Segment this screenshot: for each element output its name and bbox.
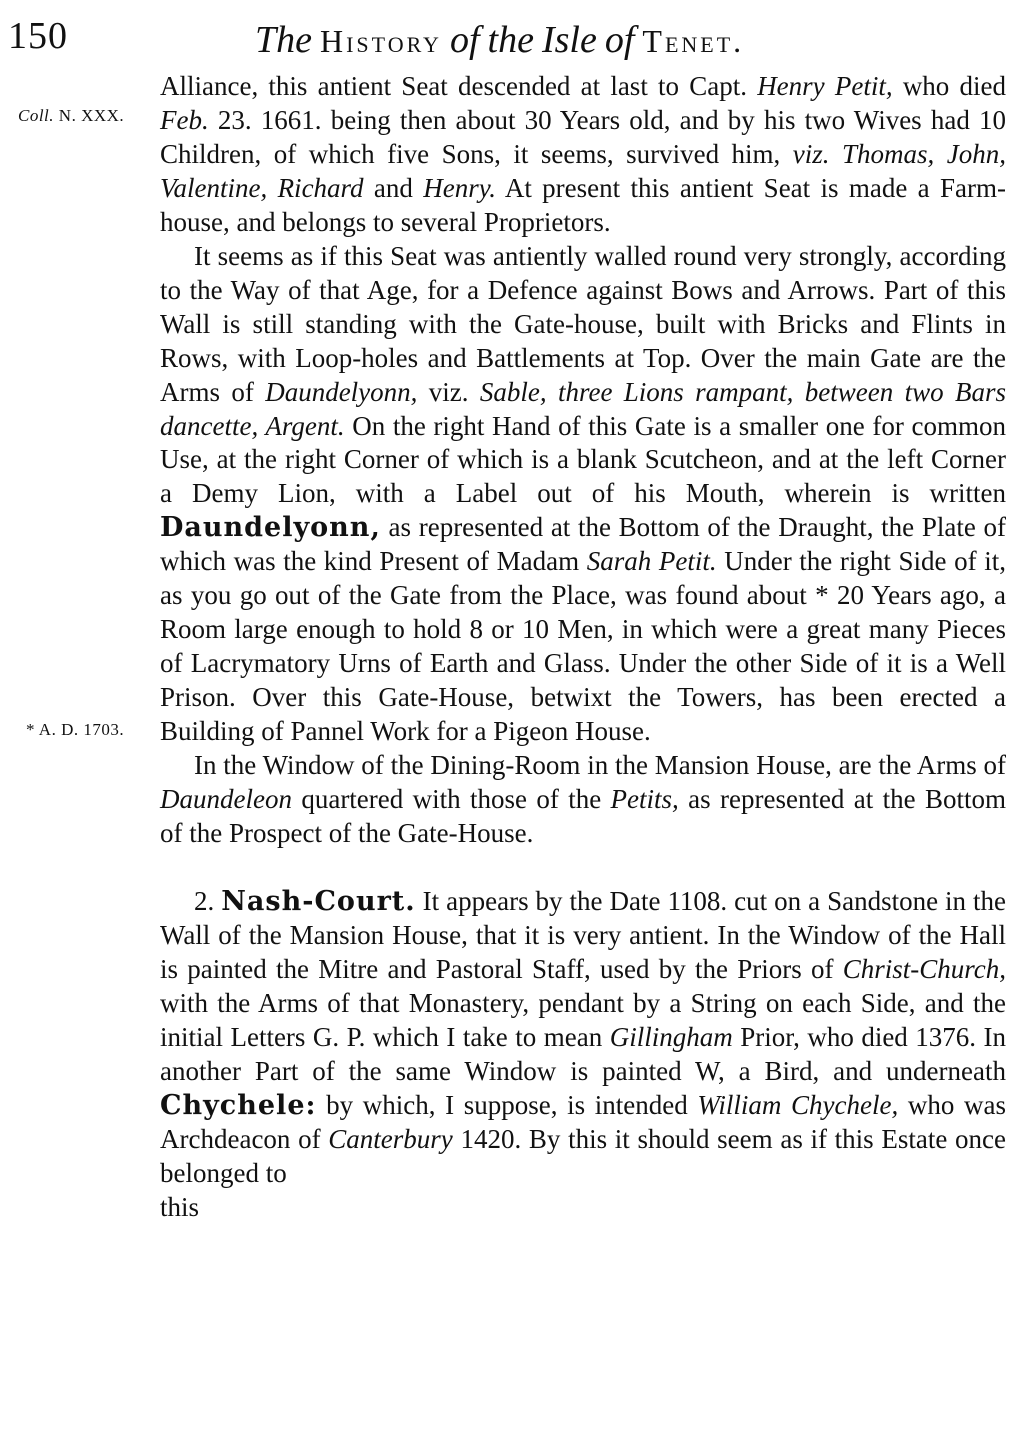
paragraph-4: 2. Nash-Court. It appears by the Date 1108. cut on a Sandstone in the Wall of the Mansion House, that it is very antient. In the Window of the Hall is painted the Mitre and Pastoral Staff, used by the Priors of Christ-Church, with the Arms of that Monastery, pendant by a String on each Side, and the initial Letters G. P. which I take to mean Gillingham Prior, who died 1376. In another Part of the same Window is painted W, a Bird, and underneath Chychele: by which, I suppose, is intended William Chychele, who was Archdeacon of Canterbury 1420. By this it should seem as if this Estate once belonged to — [160, 885, 1007, 1188]
title-of-2: of — [604, 19, 635, 61]
title-history: History — [320, 23, 442, 59]
body-text — [160, 70, 1006, 1224]
catchword: this — [160, 1191, 200, 1222]
margin-note-collection — [18, 106, 124, 126]
margin-note-number: N. XXX. — [58, 106, 125, 125]
blackletter-chychele: Chychele: — [160, 1089, 317, 1121]
title-the: The — [255, 19, 312, 61]
margin-note-coll: Coll. — [18, 106, 55, 125]
blackletter-daundelyonn: Daundelyonn, — [160, 512, 381, 544]
title-isle: Isle — [541, 19, 597, 61]
page-number: 150 — [8, 15, 68, 57]
title-the-2: the — [487, 19, 534, 61]
title-tenet: Tenet. — [642, 23, 745, 59]
running-head — [255, 18, 975, 62]
margin-note-date: * A. D. 1703. — [26, 720, 125, 739]
paragraph-3: In the Window of the Dining-Room in the Mansion House, are the Arms of Daundeleon quartered with those of the Petits, as represented at the Bottom of the Prospect of the Gate-House. — [160, 750, 1007, 848]
title-of: of — [449, 19, 480, 61]
paragraph-2: It seems as if this Seat was antiently walled round very strongly, according to the Way of that Age, for a Defence against Bows and Arrows. Part of this Wall is still standing with the Gate-house, built with Bricks and Flints in Rows, with Loop-holes and Battlements at Top. Over the main Gate are the Arms of Daundelyonn, viz. Sable, three Lions rampant, between two Bars dancette, Argent. On the right Hand of this Gate is a smaller one for common Use, at the right Corner of which is a blank Scutcheon, and at the left Corner a Demy Lion, with a Label out of his Mouth, wherein is written Daundelyonn, as represented at the Bottom of the Draught, the Plate of which was the kind Present of Madam Sarah Petit. Under the right Side of it, as you go out of the Gate from the Place, was found about * 20 Years ago, a Room large enough to hold 8 or 10 Men, in which were a great many Pieces of Lacrymatory Urns of Earth and Glass. Under the other Side of it is a Well Prison. Over this Gate-House, betwixt the Towers, has been erected a Building of Pannel Work for a Pigeon House. — [160, 240, 1006, 747]
blackletter-nash-court: Nash-Court. — [221, 885, 416, 917]
paragraph-1: Alliance, this antient Seat descended at last to Capt. Henry Petit, who died Feb. 23. 1661. being then about 30 Years old, and by his two Wives had 10 Children, of which five Sons, it seems, survived him, viz. Thomas, John, Valentine, Richard and Henry. At present this antient Seat is made a Farm-house, and belongs to several Proprietors. — [160, 71, 1007, 237]
